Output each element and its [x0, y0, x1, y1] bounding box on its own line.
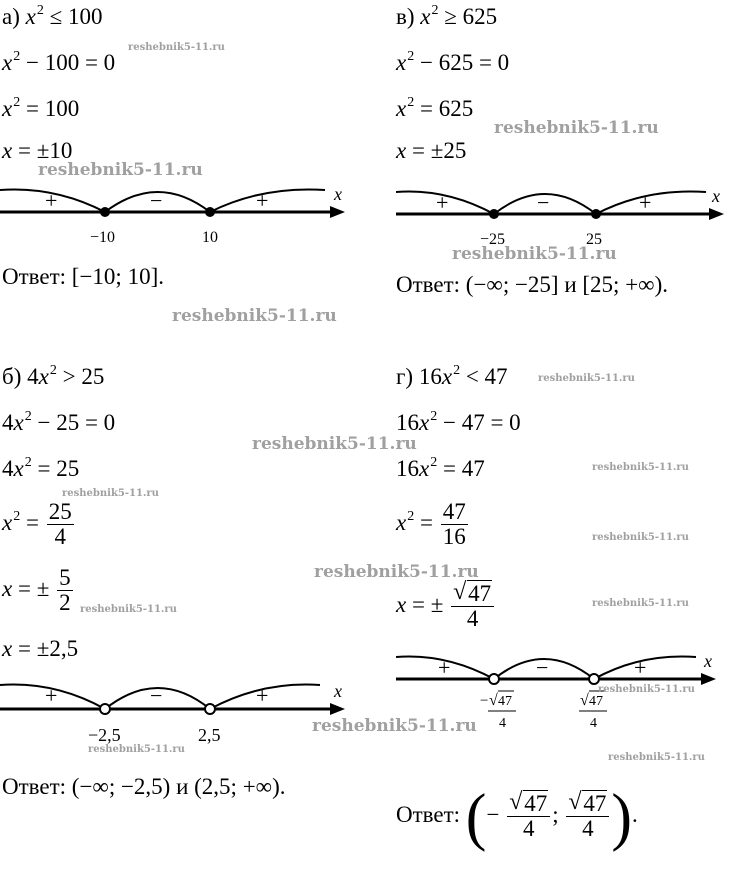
problem-a-number-line	[0, 178, 350, 250]
watermark: reshebnik5-11.ru	[592, 598, 689, 609]
label-a-right: 10	[202, 229, 218, 246]
problem-g-roots: x = ± √ 47 4	[396, 582, 496, 631]
sign-g-1: +	[438, 655, 451, 680]
watermark: reshebnik5-11.ru	[62, 488, 159, 499]
point-a-right	[205, 207, 215, 217]
axis-a-label: x	[334, 184, 342, 204]
problem-g-inequality: г) $16x^2 < 47$	[396, 363, 508, 389]
svg-text:4: 4	[499, 716, 506, 731]
label-v-left: −25	[480, 231, 506, 248]
point-g-right	[589, 674, 599, 684]
problem-g-step3: $x^2$ = $\frac{47}{16}$	[396, 499, 466, 549]
svg-text:47: 47	[498, 694, 512, 709]
sign-b-3: +	[256, 683, 269, 708]
watermark: reshebnik5-11.ru	[452, 244, 617, 264]
point-a-left	[100, 207, 110, 217]
label-b-right: 2,5	[198, 725, 221, 745]
fraction-47-16: $\frac{47}{16}$	[442, 499, 466, 549]
axis-b-label: x	[334, 681, 342, 701]
watermark: reshebnik5-11.ru	[592, 462, 689, 473]
point-v-left	[489, 209, 499, 219]
problem-a-step2: $x^2 = 100$	[2, 95, 80, 121]
watermark: reshebnik5-11.ru	[314, 562, 479, 582]
label-g-right	[579, 691, 607, 731]
sign-b-1: +	[45, 683, 58, 708]
watermark: reshebnik5-11.ru	[80, 604, 177, 615]
watermark: reshebnik5-11.ru	[598, 684, 695, 695]
svg-text:47: 47	[589, 694, 603, 709]
svg-text:4: 4	[590, 716, 597, 731]
problem-a-answer: Ответ: [−10; 10].	[2, 264, 164, 289]
label-g-left	[480, 691, 516, 731]
fraction-25-4: $\frac{25}{4}$	[48, 499, 72, 549]
problem-g-answer: Ответ: (− √ 47 4 ; √ 47 4 ).	[396, 781, 638, 853]
watermark: reshebnik5-11.ru	[494, 118, 659, 138]
problem-b-inequality: б) $4x^2 > 25$	[2, 363, 105, 389]
fraction-sqrt47-4: √ 47 4	[451, 582, 494, 631]
point-b-left	[100, 704, 110, 714]
problem-b-answer: Ответ: (−∞; −2,5) и (2,5; +∞).	[2, 774, 286, 799]
sign-v-3: +	[639, 190, 652, 215]
sign-v-1: +	[436, 190, 449, 215]
label-a-left: −10	[90, 229, 116, 246]
watermark: reshebnik5-11.ru	[38, 160, 203, 180]
answer-fraction-left: √ 47 4	[507, 792, 550, 841]
problem-a-inequality: а) $x^2 \le 100$	[2, 3, 103, 29]
problem-v-answer: Ответ: (−∞; −25] и [25; +∞).	[396, 272, 668, 297]
sign-v-2: −	[537, 190, 550, 215]
watermark: reshebnik5-11.ru	[538, 373, 635, 384]
watermark: reshebnik5-11.ru	[608, 752, 705, 763]
problem-v-step1: $x^2 - 625 = 0$	[396, 49, 510, 75]
problem-b-number-line	[0, 675, 350, 750]
problem-v-inequality: в) $x^2 \ge 625$	[396, 3, 498, 29]
label-v-right: 25	[586, 231, 602, 248]
point-v-right	[591, 209, 601, 219]
problem-v-roots: x = ±25	[396, 138, 467, 163]
point-b-right	[205, 704, 215, 714]
answer-fraction-right: √ 47 4	[566, 792, 609, 841]
sign-g-3: +	[634, 655, 647, 680]
problem-b-step1: $4x^2 - 25 = 0$	[2, 409, 116, 435]
svg-text:√: √	[580, 692, 589, 709]
point-g-left	[489, 674, 499, 684]
watermark: reshebnik5-11.ru	[172, 306, 337, 326]
problem-g-step1: $16x^2 - 47 = 0$	[396, 409, 521, 435]
problem-b-roots: x = ±2,5	[2, 636, 79, 661]
label-b-left: −2,5	[88, 725, 121, 745]
axis-v-label: x	[712, 186, 720, 206]
problem-b-step2: $4x^2 = 25$	[2, 455, 80, 481]
problem-g-step2: $16x^2 = 47$	[396, 455, 485, 481]
problem-v-step2: $x^2 = 625$	[396, 95, 474, 121]
sign-g-2: −	[536, 655, 549, 680]
problem-a-roots: x = ±10	[2, 138, 73, 163]
problem-v-number-line	[396, 180, 732, 252]
watermark: reshebnik5-11.ru	[128, 42, 225, 53]
watermark: reshebnik5-11.ru	[592, 532, 689, 543]
problem-b-step4: x = ± $\frac{5}{2}$	[2, 565, 71, 615]
svg-text:−: −	[480, 693, 489, 709]
sign-a-3: +	[256, 188, 269, 213]
watermark: reshebnik5-11.ru	[312, 716, 477, 736]
sign-a-2: −	[150, 188, 163, 213]
sign-a-1: +	[45, 188, 58, 213]
axis-g-label: x	[704, 651, 712, 671]
watermark: reshebnik5-11.ru	[252, 434, 417, 454]
svg-text:√: √	[489, 692, 498, 709]
problem-b-step3: $x^2$ = $\frac{25}{4}$	[2, 499, 72, 549]
problem-a-step1: $x^2 - 100 = 0$	[2, 49, 116, 75]
fraction-5-2: $\frac{5}{2}$	[59, 565, 71, 615]
watermark: reshebnik5-11.ru	[88, 744, 185, 755]
sign-b-2: −	[150, 683, 163, 708]
